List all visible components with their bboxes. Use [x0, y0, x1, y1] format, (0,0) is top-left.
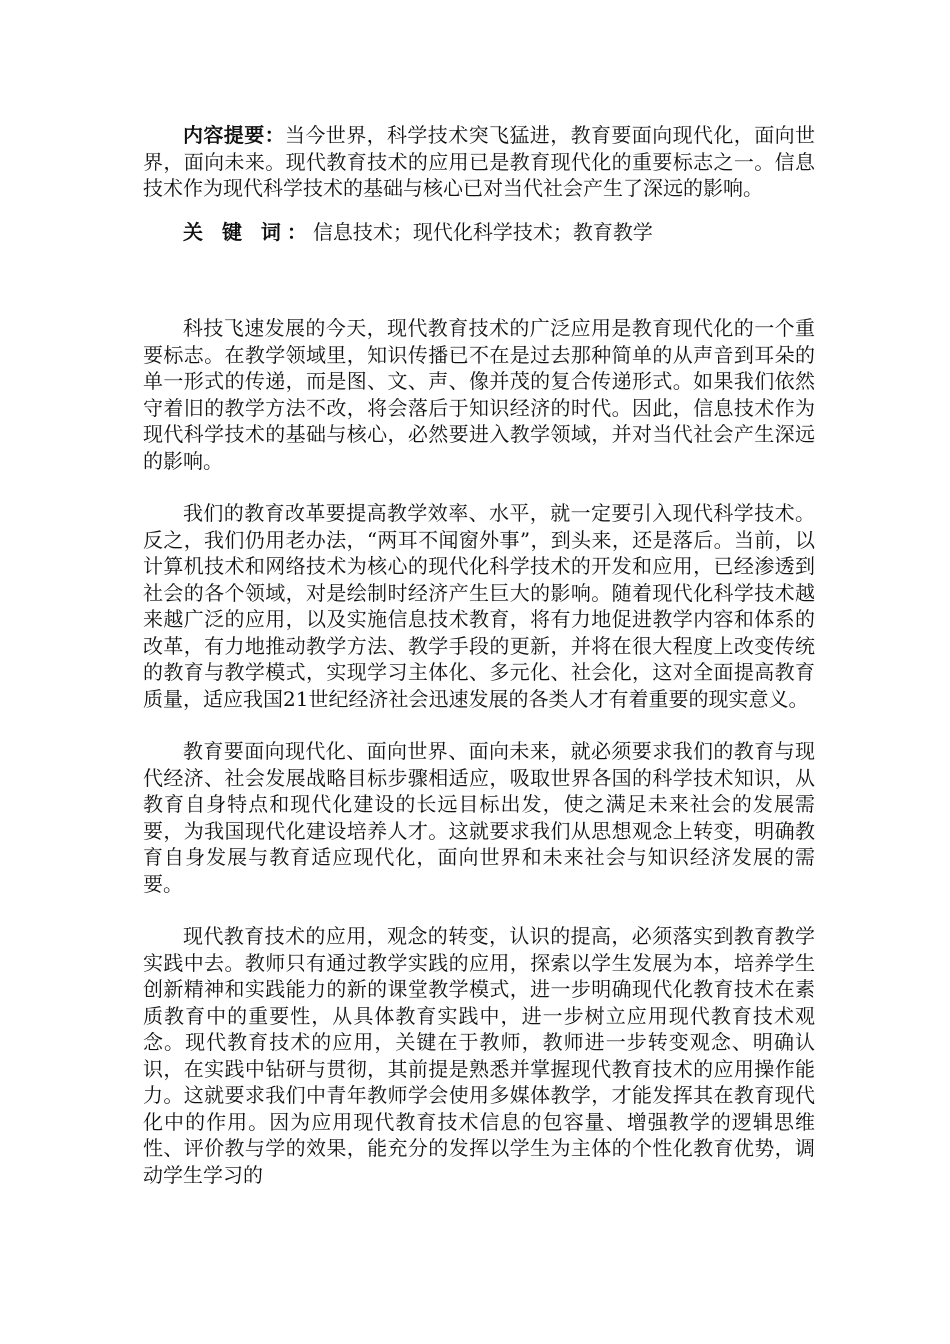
- keywords-label: 关 键 词：: [183, 219, 313, 244]
- body-paragraph-4: 现代教育技术的应用，观念的转变，认识的提高，必须落实到教育教学实践中去。教师只有通过教学实践的应用，探索以学生发展为本，培养学生创新精神和实践能力的新的课堂教学模式，进一步明确现代化教育技术在素质教育中的重要性，从具体教育实践中，进一步树立应用现代教育技术观念。现代教育技术的应用，关键在于教师，教师进一步转变观念、明确认识，在实践中钻研与贯彻，其前提是熟悉并掌握现代教育技术的应用操作能力。这就要求我们中青年教师学会使用多媒体教学，才能发挥其在教育现代化中的作用。因为应用现代教育技术信息的包容量、增强教学的逻辑思维性、评价教与学的效果，能充分的发挥以学生为主体的个性化教育优势，调动学生学习的: [143, 924, 815, 1187]
- body-paragraph-3: 教育要面向现代化、面向世界、面向未来，就必须要求我们的教育与现代经济、社会发展战略目标步骤相适应，吸取世界各国的科学技术知识，从教育自身特点和现代化建设的长远目标出发，使之满足未来社会的发展需要，为我国现代化建设培养人才。这就要求我们从思想观念上转变，明确教育自身发展与教育适应现代化，面向世界和未来社会与知识经济发展的需要。: [143, 739, 815, 896]
- abstract-paragraph: [143, 122, 815, 202]
- document-page: [143, 122, 815, 1214]
- body-paragraph-2: 我们的教育改革要提高教学效率、水平，就一定要引入现代科学技术。反之，我们仍用老办法，“两耳不闻窗外事”，到头来，还是落后。当前，以计算机技术和网络技术为核心的现代化科学技术的开发和应用，已经渗透到社会的各个领域，对是绘制时经济产生巨大的影响。随着现代化科学技术越来越广泛的应用，以及实施信息技术教育，将有力地促进教学内容和体系的改革，有力地推动教学方法、教学手段的更新，并将在很大程度上改变传统的教育与教学模式，实现学习主体化、多元化、社会化，这对全面提高教育质量，适应我国21世纪经济社会迅速发展的各类人才有着重要的现实意义。: [143, 501, 815, 711]
- abstract-text: 当今世界，科学技术突飞猛进，教育要面向现代化，面向世界，面向未来。现代教育技术的应用已是教育现代化的重要标志之一。信息技术作为现代科学技术的基础与核心已对当代社会产生了深远的影响。: [143, 123, 815, 200]
- keywords-text: 信息技术；现代化科学技术；教育教学: [312, 219, 653, 244]
- body-text: [143, 315, 815, 1188]
- body-paragraph-1: 科技飞速发展的今天，现代教育技术的广泛应用是教育现代化的一个重要标志。在教学领域里，知识传播已不在是过去那种简单的从声音到耳朵的单一形式的传递，而是图、文、声、像并茂的复合传递形式。如果我们依然守着旧的教学方法不改，将会落后于知识经济的时代。因此，信息技术作为现代科学技术的基础与核心，必然要进入教学领域，并对当代社会产生深远的影响。: [143, 316, 815, 473]
- abstract-label: 内容提要：: [183, 123, 285, 147]
- keywords-line: [143, 219, 815, 246]
